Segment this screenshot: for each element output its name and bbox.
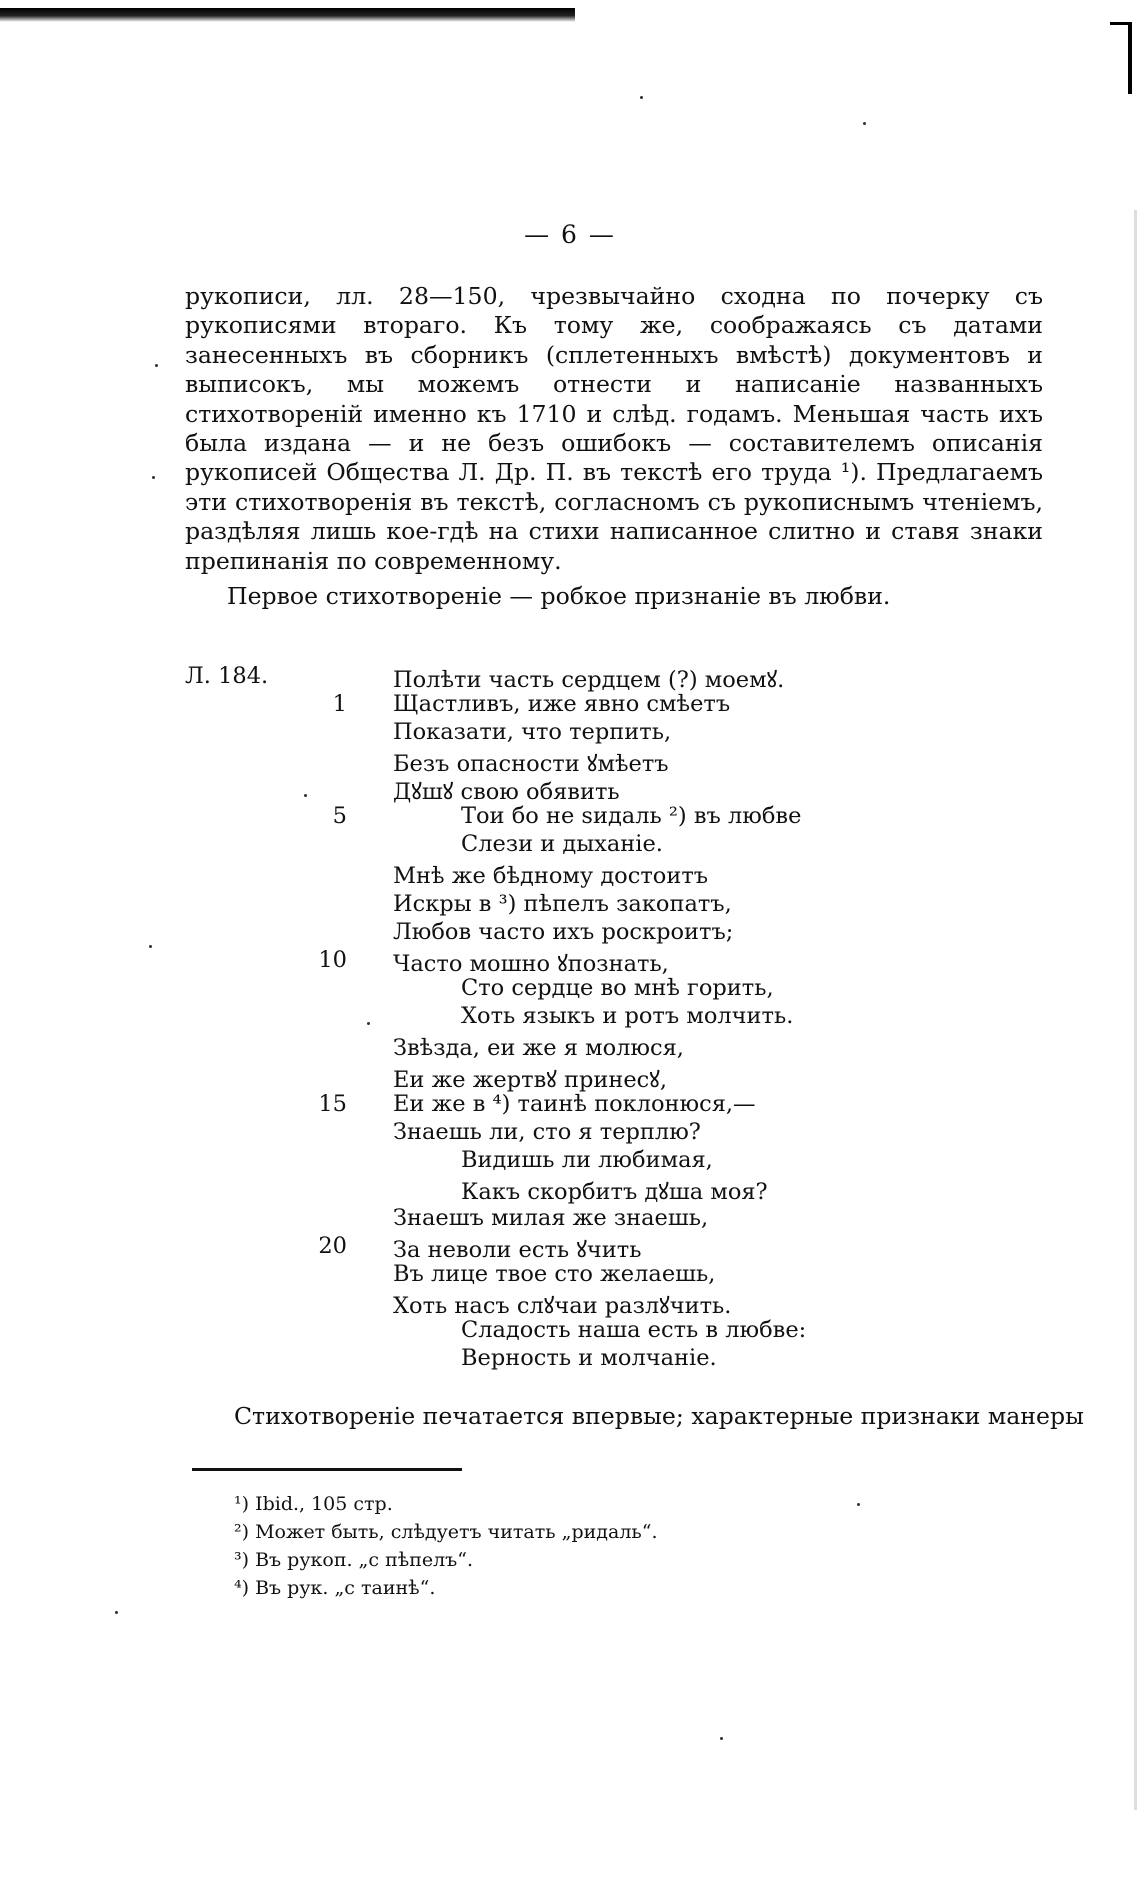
paragraph: рукописи, лл. 28—150, чрезвычайно сходна по почерку съ рукописями втораго. Къ тому же, соображаясь съ датами занесенныхъ въ сборникъ (сплетенныхъ вмѣстѣ) документовъ и выписокъ, мы можемъ отнести и написаніе названныхъ стихотвореній именно къ 1710 и слѣд. годамъ. Меньшая часть ихъ была издана — и не безъ ошибокъ — составителемъ описанія рукописей Общества Л. Др. П. въ текстѣ его труда ¹). Предлагаемъ эти стихотворенія въ текстѣ, согласномъ съ рукописнымъ чтеніемъ, раздѣляя лишь кое-гдѣ на стихи написанное слитно и ставя знаки препинанія по современному. — [185, 282, 1043, 575]
poem-line: Мнѣ же бѣдному достоитъ — [393, 863, 709, 889]
scan-speck — [857, 1503, 860, 1506]
scan-speck — [367, 1022, 370, 1025]
poem-title: Полѣти часть сердцем (?) моемꙋ. — [393, 667, 785, 693]
poem-line: Тои бо не ѕидаль ²) въ любве — [461, 803, 802, 829]
page-number: — 6 — — [524, 220, 616, 249]
scan-speck — [149, 945, 152, 948]
scan-edge-right — [1128, 22, 1132, 94]
scan-speck — [115, 1611, 118, 1614]
scan-edge-right-lower — [1134, 210, 1137, 1810]
poem-line: Любов часто ихъ роскроитъ; — [393, 919, 734, 945]
poem-line: Сладость наша есть в любве: — [461, 1317, 807, 1343]
line-number: 20 — [318, 1233, 347, 1259]
poem-line: Въ лице твое сто желаешь, — [393, 1261, 716, 1287]
scan-speck — [304, 794, 307, 797]
poem-line: Верность и молчаніе. — [461, 1345, 717, 1371]
line-number: 10 — [318, 947, 347, 973]
poem-line: Дꙋшꙋ свою обявить — [393, 779, 620, 805]
poem-line: Безъ опасности ꙋмѣетъ — [393, 751, 669, 777]
poem-line: За неволи есть ꙋчить — [393, 1237, 642, 1263]
body-text — [185, 282, 1043, 611]
scan-speck — [640, 96, 643, 99]
scan-edge-top — [0, 8, 575, 22]
footnote: ³) Въ рукоп. „с пѣпелъ“. — [234, 1549, 474, 1571]
leaf-reference: Л. 184. — [185, 663, 269, 689]
line-number: 15 — [318, 1091, 347, 1117]
poem-line: Показати, что терпить, — [393, 719, 672, 745]
poem-line: Еи же жертвꙋ принесꙋ, — [393, 1067, 667, 1093]
footnote: ⁴) Въ рук. „с таинѣ“. — [234, 1577, 436, 1599]
line-number: 1 — [332, 691, 347, 717]
footnote: ¹) Ibid., 105 стр. — [234, 1493, 393, 1515]
scan-speck — [720, 1737, 723, 1740]
poem-line: Искры в ³) пѣпелъ закопатъ, — [393, 891, 732, 917]
poem-line: Еи же в ⁴) таинѣ поклонюся,— — [393, 1091, 756, 1117]
line-number: 5 — [332, 803, 347, 829]
poem-line: Щастливъ, иже явно смѣетъ — [393, 691, 731, 717]
footnotes — [234, 1490, 657, 1602]
poem-line: Знаешъ милая же знаешь, — [393, 1205, 709, 1231]
scan-speck — [863, 122, 866, 125]
poem-line: Хоть языкъ и ротъ молчить. — [461, 1003, 794, 1029]
poem-line: Часто мошно ꙋпознать, — [393, 951, 669, 977]
poem-line: Какъ скорбитъ дꙋша моя? — [461, 1179, 768, 1205]
scan-speck — [152, 476, 155, 479]
closing-paragraph: Стихотвореніе печатается впервые; характерные признаки манеры — [234, 1402, 1084, 1430]
poem-line: Слези и дыханіе. — [461, 831, 663, 857]
poem-line: Знаешь ли, сто я терплю? — [393, 1119, 701, 1145]
poem-line: Хоть насъ слꙋчаи разлꙋчить. — [393, 1293, 732, 1319]
poem-line: Звѣзда, еи же я молюся, — [393, 1035, 684, 1061]
paragraph: Первое стихотвореніе — робкое признаніе въ любви. — [227, 582, 891, 611]
scan-speck — [155, 364, 158, 367]
footnote-divider — [192, 1468, 462, 1471]
poem-line: Видишь ли любимая, — [461, 1147, 713, 1173]
footnote: ²) Может быть, слѣдуетъ читать „ридаль“. — [234, 1521, 658, 1543]
poem-line: Сто сердце во мнѣ горить, — [461, 975, 774, 1001]
